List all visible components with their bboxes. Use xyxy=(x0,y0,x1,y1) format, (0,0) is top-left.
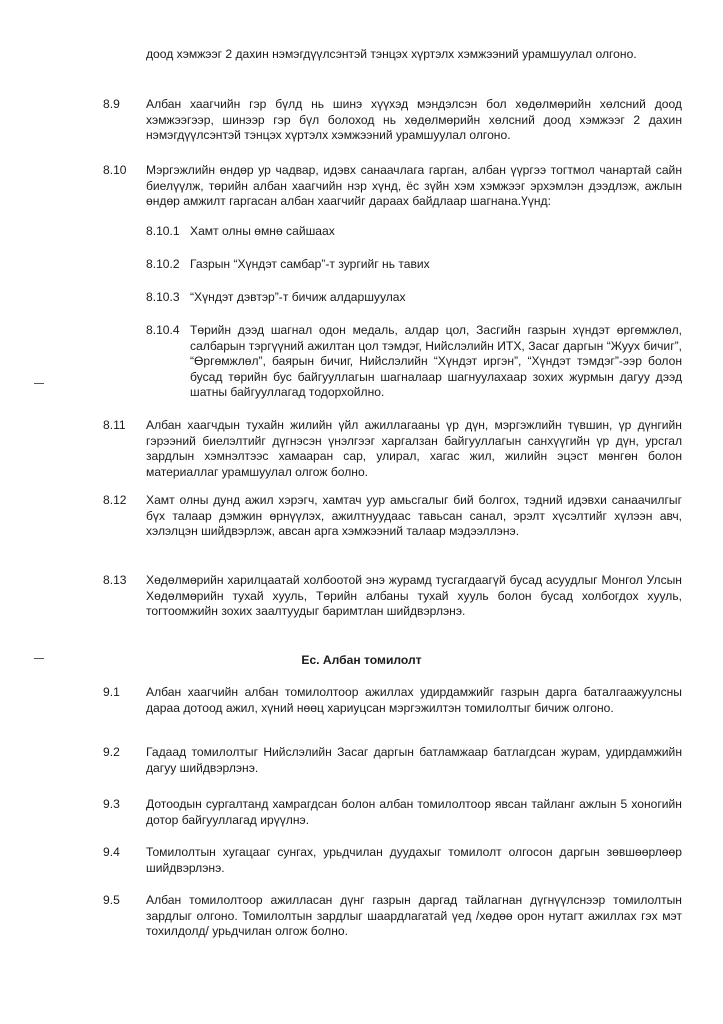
item-text: Хөдөлмөрийн харилцаатай холбоотой энэ журамд тусгагдаагүй бусад асуудлыг Монгол Улсын Хөдөлмөрийн тухай хууль, Төрийн албаны тухай хууль болон бусад холбогдох хууль, тогтоомжийн зохих заалтуудыг баримтлан шийдвэрлэнэ. xyxy=(146,573,682,619)
item-number: 8.10 xyxy=(103,163,127,177)
subitem-number: 8.10.1 xyxy=(146,224,180,238)
item-number: 8.13 xyxy=(103,573,127,587)
item-number: 9.1 xyxy=(103,685,120,699)
subitem-text: Төрийн дээд шагнал одон медаль, алдар цол, Засгийн газрын хүндэт өргөмжлөл, салбарын тэргүүний ажилтан цол тэмдэг, Нийслэлийн ИТХ, Засаг даргын “Жуух бичиг”, “Өргөмжлөл”, баярын бичиг, Нийслэлийн “Хүндэт иргэн”, “Хүндэт тэмдэг”-ээр болон бусад төрийн бус байгууллагын шагналаар шагнуулахаар зохих журмын дагуу дээд шатны байгууллагад тодорхойлно. xyxy=(190,323,682,400)
item-text: Албан хаагчийн гэр бүлд нь шинэ хүүхэд мэндэлсэн бол хөдөлмөрийн хөлсний доод хэмжээгээр, шинээр гэр бүл болоход нь хөдөлмөрийн хөлсний доод хэмжээг 2 дахин нэмэгдүүлсэнтэй тэнцэх хүртэлх хэмжээний урамшуулал олгоно. xyxy=(146,97,682,143)
item-number: 9.3 xyxy=(103,797,120,811)
intro-continuation-text: доод хэмжээг 2 дахин нэмэгдүүлсэнтэй тэнцэх хүртэлх хэмжээний урамшуулал олгоно. xyxy=(146,47,637,61)
item-text: Хамт олны дунд ажил хэрэгч, хамтач уур амьсгалыг бий болгох, тэдний идэвхи санаачилгыг бүх талаар дэмжин өрнүүлэх, ажилтнуудаас тавьсан санал, эрэлт хүсэлтийг хүлээн авч, хэлэлцэн шийдвэрлэж, авсан арга хэмжээний талаар мэдээллэнэ. xyxy=(146,493,682,539)
item-text: Мэргэжлийн өндөр ур чадвар, идэвх санаачлага гарган, албан үүргээ тогтмол чанартай сайн биелүүлж, төрийн албан хаагчийн нэр хүнд, ёс зүйн хэм хэмжээг эрхэмлэн дээдлэж, ажлын өндөр амжилт гаргасан албан хаагчийг дараах байдлаар шагнана.Үүнд: xyxy=(146,163,682,209)
item-text: Албан хаагчийн албан томилолтоор ажиллах удирдамжийг газрын дарга баталгаажуулсны дараа дотоод ажил, хүний нөөц хариуцсан мэргэжилтэн томилолтыг бичиж олгоно. xyxy=(146,685,682,715)
item-number: 9.2 xyxy=(103,745,120,759)
item-text: Гадаад томилолтыг Нийслэлийн Засаг даргын батламжаар батлагдсан журам, удирдамжийн дагуу шийдвэрлэнэ. xyxy=(146,745,682,775)
item-number: 9.4 xyxy=(103,845,120,859)
item-number: 9.5 xyxy=(103,893,120,907)
item-text: Албан томилолтоор ажилласан дүнг газрын даргад тайлагнан дүгнүүлснээр томилолтын зардлыг олгоно. Томилолтын зардлыг шаардлагатай үед /хөдөө орон нутагт ажиллах гэх мэт тохилдолд/ урьдчилан олгож болно. xyxy=(146,893,682,939)
item-text: Дотоодын сургалтанд хамрагдсан болон албан томилолтоор явсан тайланг ажлын 5 хоногийн дотор байгууллагад ирүүлнэ. xyxy=(146,797,682,827)
item-number: 8.12 xyxy=(103,493,127,507)
subitem-text: Хамт олны өмнө сайшаах xyxy=(190,224,335,238)
subitem-text: Газрын “Хүндэт самбар”-т зургийг нь тавих xyxy=(190,257,430,271)
subitem-number: 8.10.4 xyxy=(146,323,180,337)
margin-mark xyxy=(34,383,44,384)
section-heading: Ес. Албан томилолт xyxy=(301,653,422,667)
subitem-number: 8.10.2 xyxy=(146,257,180,271)
item-text: Албан хаагчдын тухайн жилийн үйл ажиллагааны үр дүн, мэргэжлийн түвшин, үр дүнгийн гэрээний биелэлтийг дүгнэсэн үнэлгээг харгалзан байгууллагын санхүүгийн үр дүн, урсгал зардлын хэмнэлтээс хамааран сар, улирал, хагас жил, жилийн эцэст мөнгөн болон материаллаг урамшуулал олгож болно. xyxy=(146,418,682,479)
item-number: 8.11 xyxy=(103,418,126,432)
item-text: Томилолтын хугацааг сунгах, урьдчилан дуудахыг томилолт олгосон даргын зөвшөөрлөөр шийдвэрлэнэ. xyxy=(146,845,682,875)
subitem-text: “Хүндэт дэвтэр”-т бичиж алдаршуулах xyxy=(190,290,406,304)
subitem-number: 8.10.3 xyxy=(146,290,180,304)
item-number: 8.9 xyxy=(103,97,120,111)
